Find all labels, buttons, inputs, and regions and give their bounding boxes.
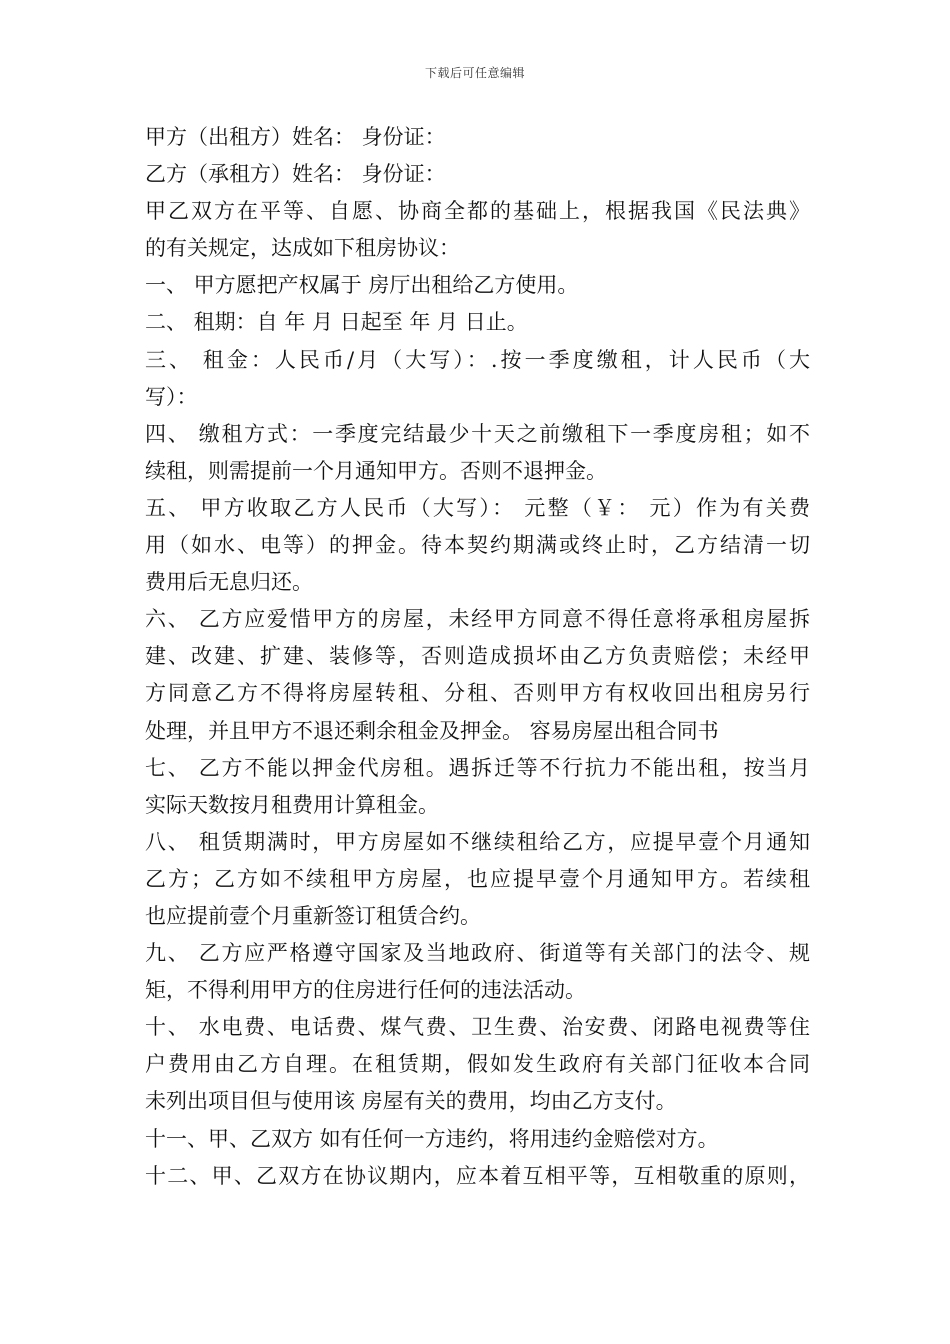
contract-line: 乙方；乙方如不续租甲方房屋，也应提早壹个月通知甲方。若续租 (145, 866, 810, 891)
contract-line: 十二、甲、乙双方在协议期内，应本着互相平等，互相敬重的原则， (145, 1163, 810, 1188)
contract-line: 七、 乙方不能以押金代房租。遇拆迁等不行抗力不能出租，按当月 (145, 755, 810, 780)
contract-line: 五、 甲方收取乙方人民币（大写）： 元整（￥： 元）作为有关费 (145, 495, 810, 520)
contract-line: 九、 乙方应严格遵守国家及当地政府、街道等有关部门的法令、规 (145, 941, 810, 966)
contract-line: 六、 乙方应爱惜甲方的房屋，未经甲方同意不得任意将承租房屋拆 (145, 607, 810, 632)
contract-line: 二、 租期：自 年 月 日起至 年 月 日止。 (145, 310, 528, 335)
contract-line: 用（如水、电等）的押金。待本契约期满或终止时，乙方结清一切 (145, 533, 810, 558)
contract-line: 十一、甲、乙双方 如有任何一方违约，将用违约金赔偿对方。 (145, 1126, 719, 1151)
contract-line: 实际天数按月租费用计算租金。 (145, 792, 439, 817)
contract-body (145, 119, 810, 1195)
contract-line: 建、改建、扩建、装修等，否则造成损坏由乙方负责赔偿；未经甲 (145, 644, 810, 669)
contract-line: 一、 甲方愿把产权属于 房厅出租给乙方使用。 (145, 273, 579, 298)
page-header-note: 下载后可任意编辑 (424, 66, 525, 80)
contract-line: 处理，并且甲方不退还剩余租金及押金。 容易房屋出租合同书 (145, 718, 719, 743)
contract-line: 三、 租金：人民币/月（大写）：.按一季度缴租，计人民币（大 (145, 347, 810, 372)
contract-line: 未列出项目但与使用该 房屋有关的费用，均由乙方支付。 (145, 1089, 677, 1114)
contract-line: 八、 租赁期满时，甲方房屋如不继续租给乙方，应提早壹个月通知 (145, 829, 810, 854)
contract-line: 写）： (145, 384, 198, 409)
contract-line: 十、 水电费、电话费、煤气费、卫生费、治安费、闭路电视费等住 (145, 1015, 810, 1040)
contract-line: 户费用由乙方自理。在租赁期，假如发生政府有关部门征收本合同 (145, 1052, 810, 1077)
contract-line: 的有关规定，达成如下租房协议： (145, 236, 460, 261)
contract-line: 四、 缴租方式：一季度完结最少十天之前缴租下一季度房租；如不 (145, 421, 810, 446)
contract-line: 续租，则需提前一个月通知甲方。否则不退押金。 (145, 458, 607, 483)
contract-line: 费用后无息归还。 (145, 570, 313, 595)
contract-line: 甲乙双方在平等、自愿、协商全都的基础上，根据我国《民法典》 (145, 199, 810, 224)
contract-line: 矩，不得利用甲方的住房进行任何的违法活动。 (145, 978, 586, 1003)
contract-line: 乙方（承租方）姓名： 身份证： (145, 162, 446, 187)
contract-line: 也应提前壹个月重新签订租赁合约。 (145, 903, 481, 928)
contract-line: 方同意乙方不得将房屋转租、分租、否则甲方有权收回出租房另行 (145, 681, 810, 706)
contract-line: 甲方（出租方）姓名： 身份证： (145, 125, 446, 149)
